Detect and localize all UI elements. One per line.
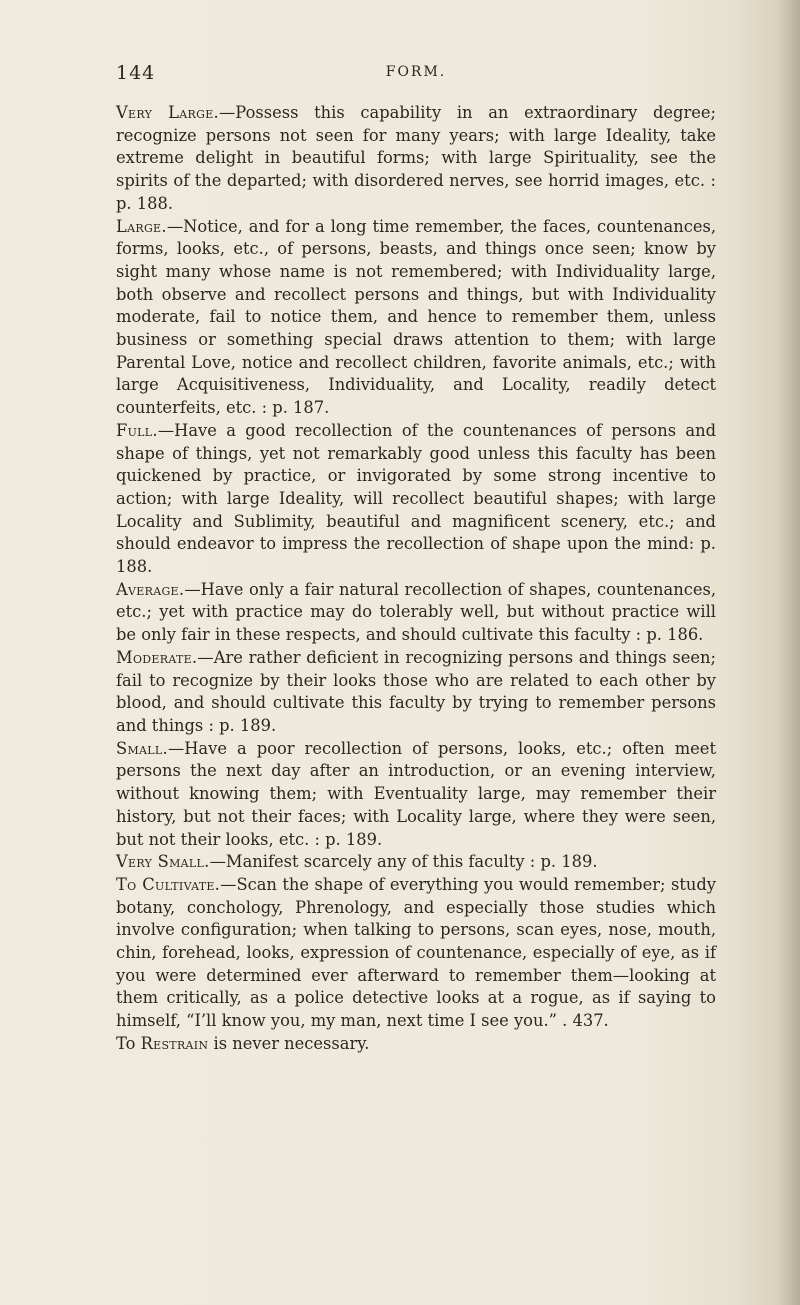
- paragraph-body: —Manifest scarcely any of this faculty : p. 189.: [209, 852, 598, 872]
- paragraph-body: —Have only a fair natural recollection of shapes, countenances, etc.; yet with practice may do tolerably well, but without practice will be only fair in these respects, and should cultivate this faculty : p. 186.: [116, 579, 716, 645]
- paragraph-body: —Notice, and for a long time remember, the faces, countenances, forms, looks, etc., of persons, beasts, and things once seen; know by sight many whose name is not remembered; with Individuality large, both observe and recollect persons and things, but with Individuality moderate, fail to notice them, and hence to remember them, unless business or something special draws attention to them; with large Parental Love, notice and recollect children, favorite animals, etc.; with large Acquisitiveness, Individuality, and Locality, readily detect counterfeits, etc. : p. 187.: [116, 216, 716, 418]
- paragraph-lead: Large.: [116, 216, 167, 236]
- paragraph-to-cultivate: [116, 874, 716, 1033]
- paragraph-lead: Restrain: [140, 1033, 209, 1053]
- paragraph-lead: Very Large.: [116, 103, 220, 122]
- paragraph-lead: Moderate.: [116, 647, 198, 667]
- paragraph-lead: Small.: [116, 738, 168, 758]
- paragraph-moderate: [116, 647, 716, 738]
- page-header: [116, 62, 716, 92]
- paragraph-body: —Scan the shape of everything you would remember; study botany, conchology, Phrenology, and especially those studies which involve configuration; when talking to persons, scan eyes, nose, mouth, chin, forehead, looks, expression of countenance, especially of eye, as if you were determined ever afterward to remember them—looking at them critically, as a police detective looks at a rogue, as if saying to himself, “I’ll know you, my man, next time I see you.” . 437.: [116, 874, 716, 1031]
- paragraph-full: [116, 420, 716, 579]
- page-number: 144: [116, 62, 156, 84]
- paragraph-large: [116, 216, 716, 420]
- paragraph-body: —Have a good recollection of the countenances of persons and shape of things, yet not remarkably good unless this faculty has been quickened by practice, or invigorated by some strong incentive to action; with large Ideality, will recollect beautiful shapes; with large Locality and Sublimity, beautiful and magnificent scenery, etc.; and should endeavor to impress the recollection of shape upon the mind: p. 188.: [116, 420, 716, 577]
- page-edge-shadow: [778, 0, 800, 1305]
- paragraph-lead: To Cultivate.: [116, 874, 221, 894]
- paragraph-prefix: To: [116, 1033, 141, 1053]
- paragraph-very-large: [116, 102, 716, 216]
- paragraph-average: [116, 579, 716, 647]
- paragraph-lead: Average.: [116, 579, 185, 599]
- paragraph-very-small: [116, 851, 716, 874]
- paragraph-body: —Have a poor recollection of persons, looks, etc.; often meet persons the next day after an introduction, or an evening interview, without knowing them; with Eventuality large, may remember their history, but not their faces; with Locality large, where they were seen, but not their looks, etc. : p. 189.: [116, 738, 716, 849]
- paragraph-to-restrain: [116, 1033, 716, 1056]
- paragraph-small: [116, 738, 716, 852]
- paragraph-lead: Very Small.: [116, 852, 210, 872]
- running-head: FORM.: [385, 64, 447, 80]
- paragraph-body: —Possess this capability in an extraordinary degree; recognize persons not seen for many years; with large Ideality, take extreme delight in beautiful forms; with large Spirituality, see the spirits of the departed; with disordered nerves, see horrid images, etc. : p. 188.: [116, 103, 716, 213]
- body-text: [116, 102, 716, 1056]
- paragraph-body: is never necessary.: [208, 1033, 370, 1053]
- paragraph-body: —Are rather deficient in recognizing persons and things seen; fail to recognize by their looks those who are related to each other by blood, and should cultivate this faculty by trying to remember persons and things : p. 189.: [116, 647, 716, 735]
- paragraph-lead: Full.: [116, 420, 158, 440]
